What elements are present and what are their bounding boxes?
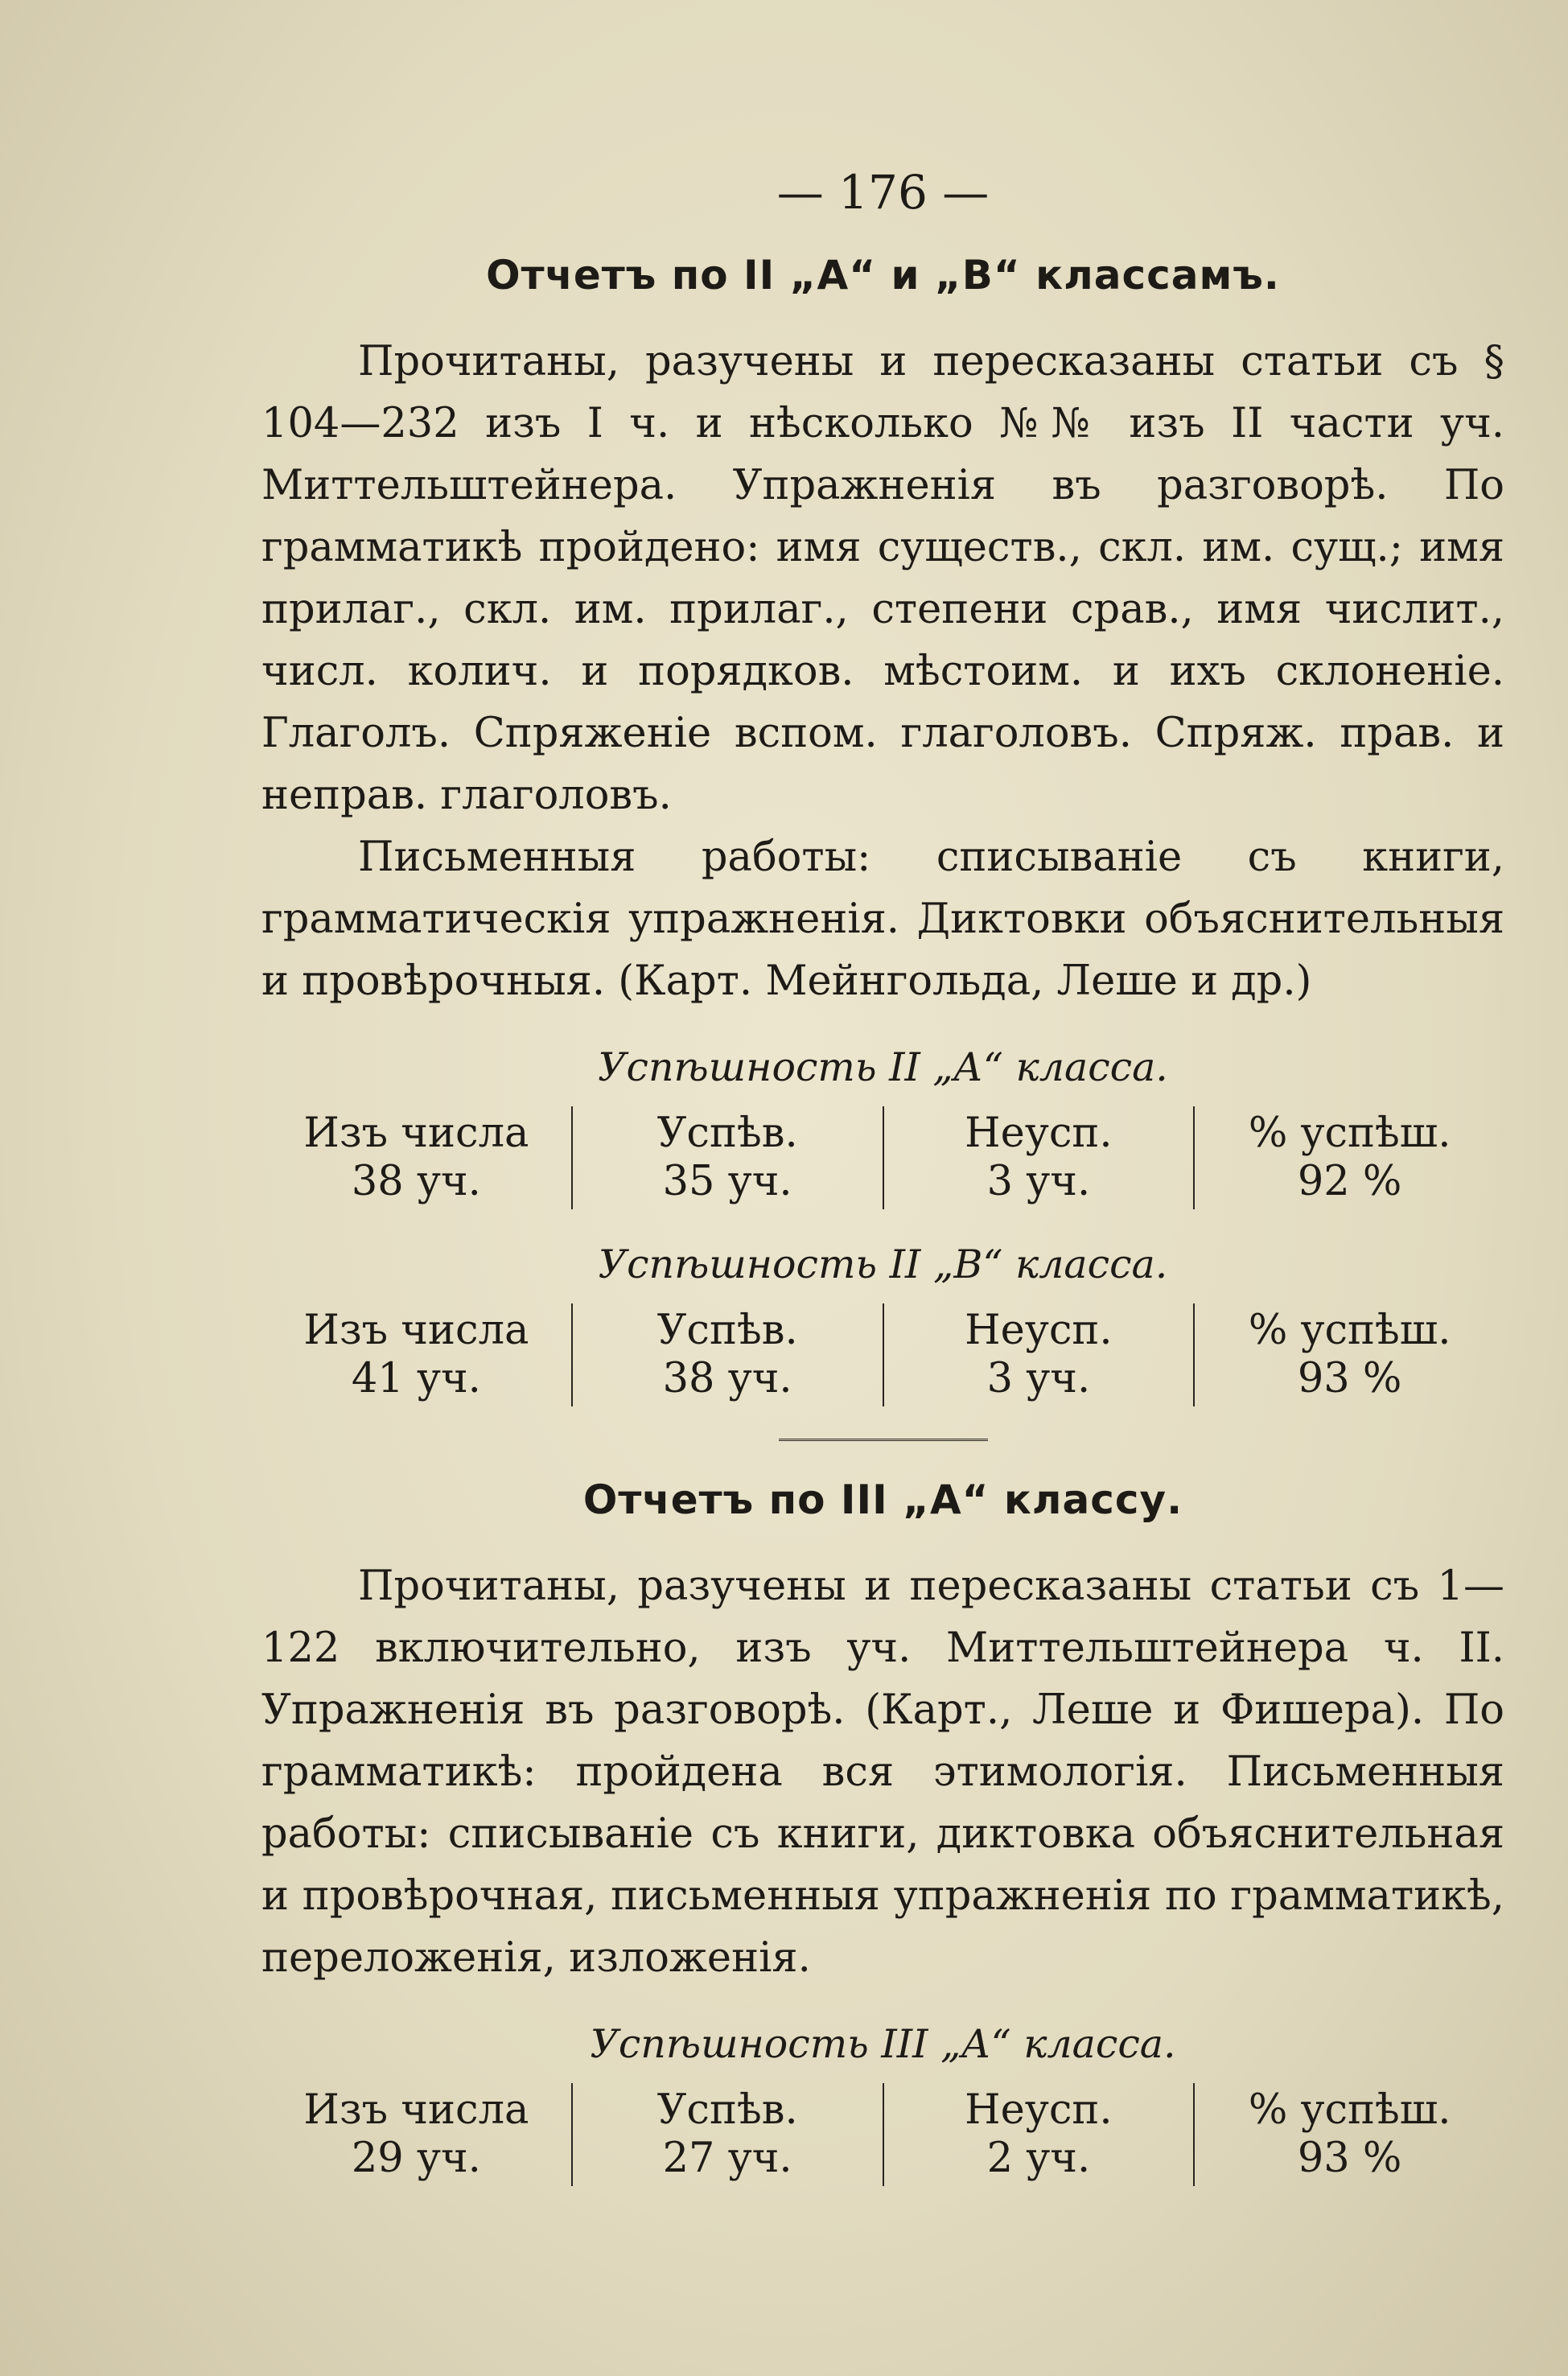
stats-label: Изъ числа (303, 1110, 529, 1157)
stats-value: 92 % (1297, 1158, 1402, 1205)
section-heading: Отчетъ по III „А“ классу. (582, 1476, 1183, 1523)
stats-cell (1195, 1106, 1504, 1209)
page-number: — 176 — (776, 165, 990, 220)
stats-label: Неусп. (965, 1307, 1113, 1354)
paragraph: Письменныя работы: списываніе съ книги, грамматическія упражненія. Диктовки объяснительныя и провѣрочныя. (Карт. Мейнгольда, Леше и др.) (261, 834, 1504, 1005)
stats-label: Успѣв. (656, 1110, 798, 1157)
table-caption: Успѣшность II „А“ класса. (598, 1044, 1168, 1090)
stats-label: % успѣш. (1248, 1307, 1451, 1354)
stats-label: Успѣв. (656, 1307, 798, 1354)
stats-cell (573, 2083, 884, 2186)
stats-value: 27 уч. (662, 2135, 792, 2182)
stats-cell (261, 2083, 573, 2186)
stats-value: 38 уч. (351, 1158, 481, 1205)
stats-cell (884, 2083, 1196, 2186)
stats-label: Успѣв. (656, 2086, 798, 2134)
stats-value: 35 уч. (662, 1158, 792, 1205)
table-caption: Успѣшность II „В“ класса. (598, 1242, 1168, 1287)
stats-value: 29 уч. (351, 2135, 481, 2182)
stats-cell (261, 1303, 573, 1406)
section-divider (779, 1439, 988, 1444)
stats-value: 38 уч. (662, 1355, 792, 1402)
stats-label: Неусп. (965, 2086, 1113, 2134)
stats-value: 3 уч. (986, 1158, 1091, 1205)
stats-value: 93 % (1297, 2135, 1402, 2182)
stats-cell (1195, 1303, 1504, 1406)
stats-value: 41 уч. (351, 1355, 481, 1402)
stats-value: 2 уч. (986, 2135, 1091, 2182)
table-caption: Успѣшность III „А“ класса. (590, 2021, 1176, 2067)
stats-label: Изъ числа (303, 2086, 529, 2134)
stats-cell (884, 1106, 1196, 1209)
stats-cell (884, 1303, 1196, 1406)
stats-cell (573, 1303, 884, 1406)
stats-cell (573, 1106, 884, 1209)
stats-label: % успѣш. (1248, 1110, 1451, 1157)
paragraph: Прочитаны, разучены и пересказаны статьи съ 1—122 включительно, изъ уч. Миттельштейнера ч. II. Упражненія въ разговорѣ. (Карт., Леше и Фишера). По грамматикѣ: пройдена вся этимологія. Письменныя работы: списываніе съ книги, диктовка объяснительная и провѣрочная, письменныя упражненія по грамматикѣ, переложенія, изложенія. (261, 1563, 1504, 1982)
stats-label: % успѣш. (1248, 2086, 1451, 2134)
stats-label: Изъ числа (303, 1307, 529, 1354)
stats-table (261, 1303, 1504, 1406)
page-content (261, 165, 1504, 2210)
stats-label: Неусп. (965, 1110, 1113, 1157)
section-heading: Отчетъ по II „А“ и „В“ классамъ. (486, 252, 1280, 299)
stats-value: 93 % (1297, 1355, 1402, 1402)
stats-cell (1195, 2083, 1504, 2186)
stats-value: 3 уч. (986, 1355, 1091, 1402)
stats-table (261, 2083, 1504, 2186)
stats-table (261, 1106, 1504, 1209)
paragraph: Прочитаны, разучены и пересказаны статьи съ § 104—232 изъ I ч. и нѣсколько №№ изъ II части уч. Миттельштейнера. Упражненія въ разговорѣ. По грамматикѣ пройдено: имя существ., скл. им. сущ.; имя прилаг., скл. им. прилаг., степени срав., имя числит., числ. колич. и порядков. мѣстоим. и ихъ склоненіе. Глаголъ. Спряженіе вспом. глаголовъ. Спряж. прав. и неправ. глаголовъ. (261, 338, 1504, 819)
stats-cell (261, 1106, 573, 1209)
